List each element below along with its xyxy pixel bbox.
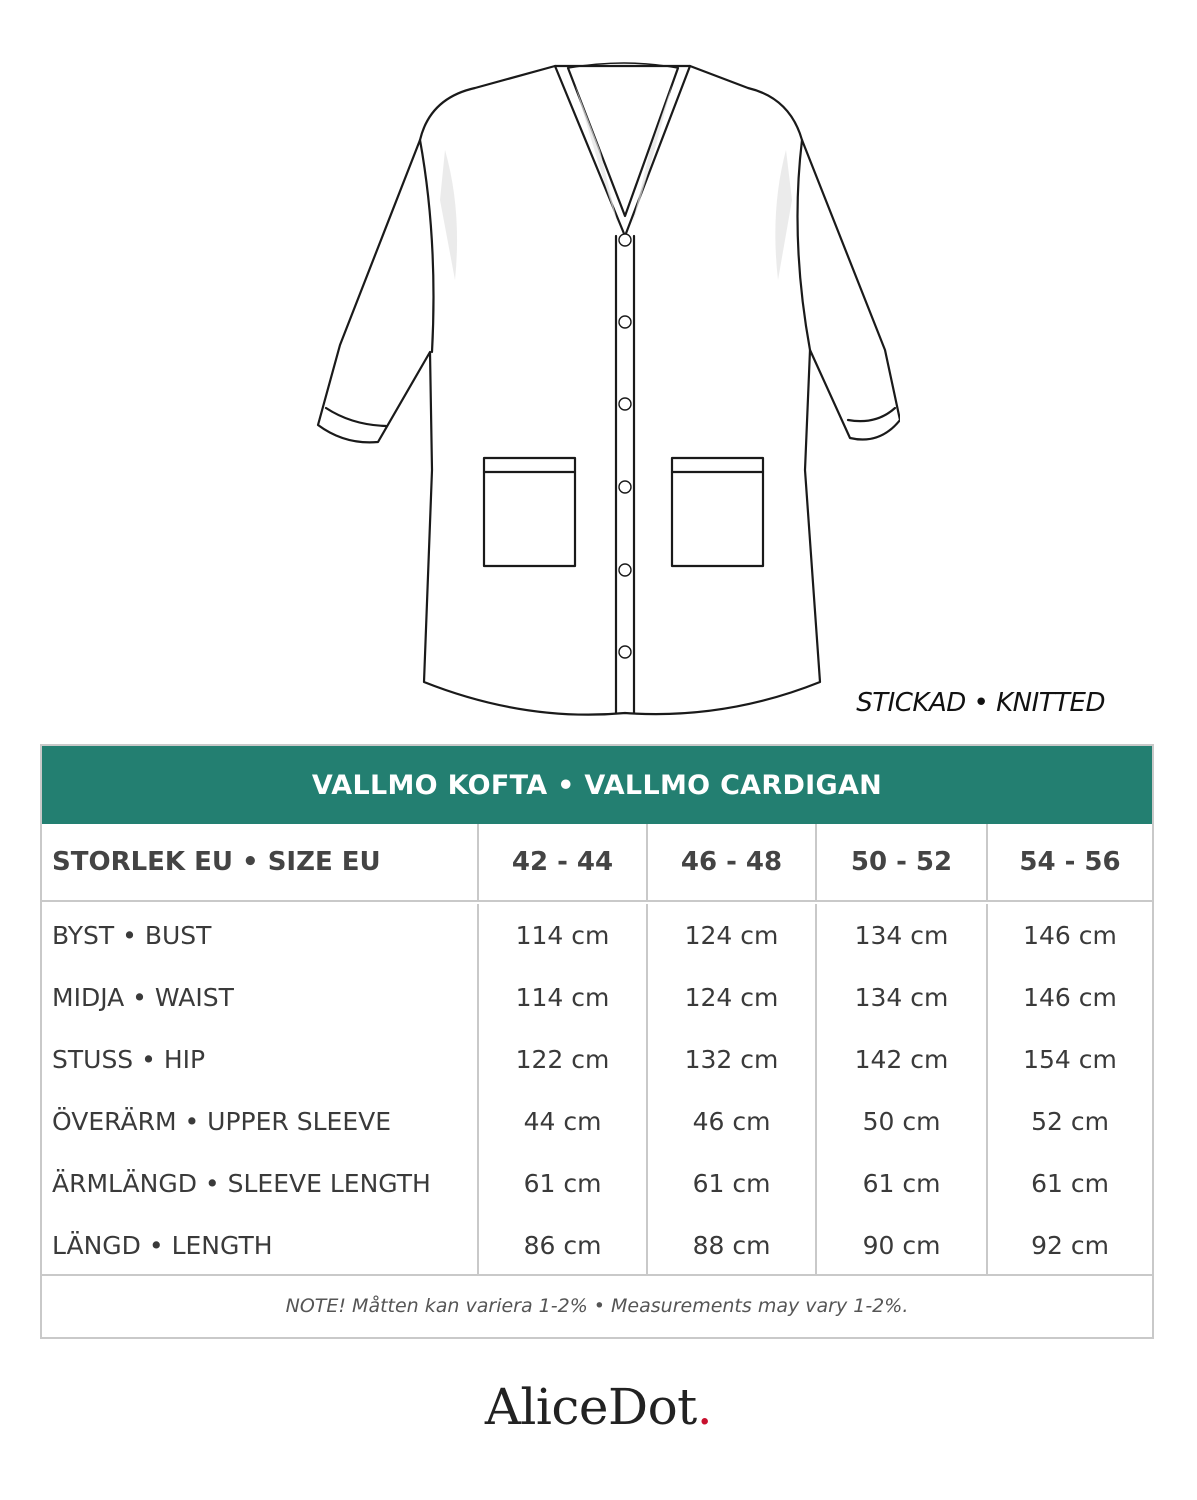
size-header-2: 46 - 48	[646, 824, 815, 900]
table-cell: 61 cm	[1031, 1168, 1109, 1198]
size-header-label: STORLEK EU • SIZE EU	[52, 847, 381, 877]
size-header-1: 42 - 44	[477, 824, 646, 900]
size-column-1	[477, 904, 646, 1276]
size-column-4	[986, 904, 1152, 1276]
table-cell: 88 cm	[692, 1230, 771, 1260]
size-header-4: 54 - 56	[986, 824, 1152, 900]
table-cell: 134 cm	[854, 982, 949, 1012]
measurements-body	[42, 902, 1152, 1276]
table-cell: 52 cm	[1031, 1106, 1109, 1136]
table-cell: 61 cm	[862, 1168, 941, 1198]
table-title: VALLMO KOFTA • VALLMO CARDIGAN	[42, 746, 1152, 824]
table-cell: 146 cm	[1023, 982, 1117, 1012]
table-cell: 92 cm	[1031, 1230, 1109, 1260]
brand-name: AliceDot	[484, 1378, 697, 1436]
table-cell: 124 cm	[684, 982, 779, 1012]
row-label-upper-sleeve: ÖVERÄRM • UPPER SLEEVE	[52, 1106, 392, 1136]
table-cell: 114 cm	[515, 920, 610, 950]
table-cell: 122 cm	[515, 1044, 610, 1074]
cardigan-illustration	[300, 55, 900, 720]
table-cell: 50 cm	[862, 1106, 941, 1136]
table-cell: 146 cm	[1023, 920, 1117, 950]
table-cell: 134 cm	[854, 920, 949, 950]
measurement-labels-column	[42, 904, 477, 1276]
table-cell: 124 cm	[684, 920, 779, 950]
row-label-sleeve-length: ÄRMLÄNGD • SLEEVE LENGTH	[52, 1168, 431, 1198]
table-cell: 154 cm	[1023, 1044, 1117, 1074]
table-cell: 86 cm	[523, 1230, 602, 1260]
fabric-type-label: STICKAD • KNITTED	[856, 688, 1105, 718]
row-label-bust: BYST • BUST	[52, 920, 212, 950]
row-label-waist: MIDJA • WAIST	[52, 982, 234, 1012]
brand-dot: .	[696, 1378, 713, 1436]
table-cell: 44 cm	[523, 1106, 602, 1136]
brand-logo	[0, 1378, 1197, 1436]
table-cell: 132 cm	[684, 1044, 779, 1074]
size-chart-table	[40, 744, 1154, 1339]
size-header-3: 50 - 52	[815, 824, 986, 900]
table-cell: 114 cm	[515, 982, 610, 1012]
table-cell: 90 cm	[862, 1230, 941, 1260]
table-cell: 61 cm	[692, 1168, 771, 1198]
size-column-2	[646, 904, 815, 1276]
row-label-length: LÄNGD • LENGTH	[52, 1230, 273, 1260]
measurement-note: NOTE! Måtten kan variera 1-2% • Measurements may vary 1-2%.	[285, 1295, 909, 1317]
row-label-hip: STUSS • HIP	[52, 1044, 206, 1074]
size-column-3	[815, 904, 986, 1276]
table-cell: 61 cm	[523, 1168, 602, 1198]
size-header-row	[42, 824, 1152, 902]
table-cell: 142 cm	[854, 1044, 949, 1074]
table-cell: 46 cm	[692, 1106, 771, 1136]
